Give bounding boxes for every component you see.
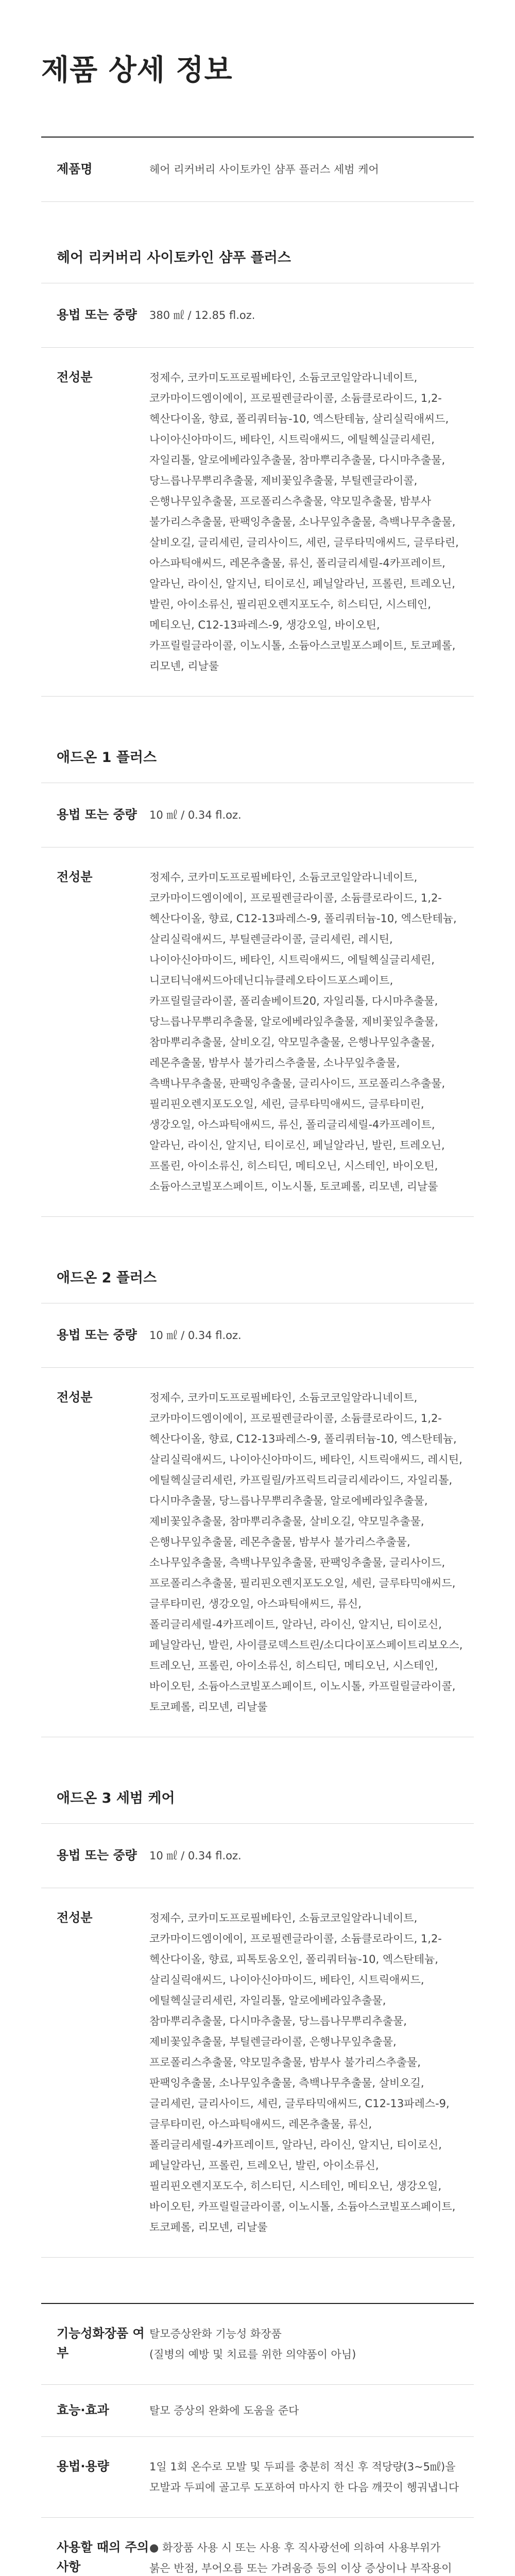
functional-value: [149, 2304, 474, 2384]
product-name-row: [41, 138, 474, 202]
volume-label: 용법 또는 중량: [57, 1848, 137, 1862]
volume-label: 용법 또는 중량: [57, 1328, 137, 1342]
section-heading: 애드온 1 플러스: [41, 697, 474, 783]
ingredients-value: 정제수, 코카미도프로필베타인, 소듐코코일알라니네이트, 코카마이드엠이에이, 프로필렌글라이콜, 소듐클로라이드, 1,2-헥산다이올, 향료, C12-13파레스-9, 폴리쿼터늄-10, 엑스탄테늄, 살리실릭애씨드, 나이아신아마이드, 베타인, 시트릭애씨드, 레시틴, 에틸헥실글리세린, 카프릴릴/카프릭트리글리세라이드, 자일리톨, 다시마추출물, 당느릅나무뿌리추출물, 알로에베라잎추출물, 제비꽃잎추출물, 참마뿌리추출물, 살비오길, 약모밀추출물, 은행나무잎추출물, 레몬추출물, 밤부사 불가리스추출물, 소나무잎추출물, 측백나무잎추출물, 판팩잉추출물, 글리사이드, 프로폴리스추출물, 필리핀오렌지포도오일, 세린, 글루타믹애씨드, 글루타미린, 생강오일, 아스파틱애씨드, 류신, 폴리글리세릴-4카프레이트, 알라닌, 라이신, 알지닌, 티이로신, 페닐알라닌, 발린, 사이클로덱스트린/소디다이포스페이트리보오스, 트레오닌, 프롤린, 아이소류신, 히스티딘, 메티오닌, 시스테인, 바이오틴, 소듐아스코빌포스페이트, 이노시톨, 카프릴릴글라이콜, 토코페롤, 리모넨, 리날룰: [149, 1392, 463, 1713]
volume-label: 용법 또는 중량: [57, 807, 137, 822]
usage-value: 1일 1회 온수로 모발 및 두피를 충분히 적신 후 적당량(3~5㎖)을 모발과 두피에 골고루 도포하여 마사지 한 다음 깨끗이 헹궈냅니다: [149, 2461, 459, 2494]
ingredients-label: 전성분: [57, 1910, 93, 1925]
volume-value: 10 ㎖ / 0.34 fl.oz.: [149, 809, 242, 821]
volume-row: [41, 1303, 474, 1368]
ingredients-label: 전성분: [57, 370, 93, 384]
ingredients-value: 정제수, 코카미도프로필베타인, 소듐코코일알라니네이트, 코카마이드엠이에이, 프로필렌글라이콜, 소듐클로라이드, 1,2-헥산다이올, 향료, 폴리쿼터늄-10, 엑스탄테늄, 살리실릭애씨드, 나이아신아마이드, 베타인, 시트릭애씨드, 에틸헥실글리세린, 자일리톨, 알로에베라잎추출물, 참마뿌리추출물, 다시마추출물, 당느릅나무뿌리추출물, 제비꽃잎추출물, 부틸렌글라이콜, 은행나무잎추출물, 프로폴리스추출물, 약모밀추출물, 밤부사 불가리스추출물, 판팩잉추출물, 소나무잎추출물, 측백나무추출물, 살비오길, 글리세린, 글리사이드, 세린, 글루타믹애씨드, 글루타린, 아스파틱애씨드, 레몬추출물, 류신, 폴리글리세릴-4카프레이트, 알라닌, 라이신, 알지닌, 티이로신, 페닐알라닌, 프롤린, 트레오닌, 발린, 아이소류신, 필리핀오렌지포도수, 히스티딘, 시스테인, 메티오닌, C12-13파레스-9, 생강오일, 바이오틴, 카프릴릴글라이콜, 이노시톨, 소듐아스코빌포스페이트, 토코페롤, 리모넨, 리날룰: [149, 371, 459, 672]
cautions-label: 사용할 때의 주의사항: [57, 2540, 149, 2574]
efficacy-row: [41, 2385, 474, 2437]
volume-row: [41, 1824, 474, 1888]
ingredients-row: [41, 1368, 474, 1737]
functional-line: 탈모증상완화 기능성 화장품: [149, 2328, 282, 2340]
volume-value: 10 ㎖ / 0.34 fl.oz.: [149, 1850, 242, 1862]
ingredients-label: 전성분: [57, 1390, 93, 1404]
product-name-value: 헤어 리커버리 사이토카인 샴푸 플러스 세범 케어: [149, 163, 379, 176]
volume-value: 380 ㎖ / 12.85 fl.oz.: [149, 309, 255, 321]
ingredients-row: [41, 348, 474, 697]
ingredients-label: 전성분: [57, 870, 93, 884]
page-title: 제품 상세 정보: [41, 54, 233, 87]
functional-line: (질병의 예방 및 치료를 위한 의약품이 아님): [149, 2348, 356, 2361]
usage-label: 용법·용량: [57, 2459, 109, 2473]
efficacy-label: 효능·효과: [57, 2403, 109, 2417]
volume-label: 용법 또는 중량: [57, 308, 137, 322]
caution-item: ● 화장품 사용 시 또는 사용 후 직사광선에 의하여 사용부위가 붉은 반점, 부어오름 또는 가려움증 등의 이상 증상이나 부작용이: [149, 2541, 452, 2574]
volume-row: [41, 783, 474, 848]
section-heading: 애드온 3 세범 케어: [41, 1737, 474, 1824]
product-name-label: 제품명: [57, 162, 93, 176]
volume-row: [41, 283, 474, 348]
efficacy-value: 탈모 증상의 완화에 도움을 준다: [149, 2404, 299, 2417]
usage-row: [41, 2437, 474, 2518]
cautions-value: [149, 2518, 474, 2576]
cautions-row: [41, 2518, 474, 2576]
functional-row: [41, 2304, 474, 2385]
cautions-list: [149, 2537, 464, 2576]
volume-value: 10 ㎖ / 0.34 fl.oz.: [149, 1329, 242, 1342]
spacer: [0, 2258, 515, 2303]
functional-label: 기능성화장품 여부: [57, 2326, 145, 2360]
section-heading: 헤어 리커버리 사이토카인 샴푸 플러스: [41, 202, 474, 283]
ingredients-row: [41, 848, 474, 1217]
ingredients-value: 정제수, 코카미도프로필베타인, 소듐코코일알라니네이트, 코카마이드엠이에이, 프로필렌글라이콜, 소듐클로라이드, 1,2-헥산다이올, 향료, 피톡토움오인, 폴리쿼터늄-10, 엑스탄테늄, 살리실릭애씨드, 나이아신아마이드, 베타인, 시트릭애씨드, 에틸헥실글리세린, 자일리톨, 알로에베라잎추출물, 참마뿌리추출물, 다시마추출물, 당느릅나무뿌리추출물, 제비꽃잎추출물, 부틸렌글라이콜, 은행나무잎추출물, 프로폴리스추출물, 약모밀추출물, 밤부사 불가리스추출물, 판팩잉추출물, 소나무잎추출물, 측백나무추출물, 살비오길, 글리세린, 글리사이드, 세린, 글루타믹애씨드, C12-13파레스-9, 글루타미린, 아스파틱애씨드, 레몬추출물, 류신, 폴리글리세릴-4카프레이트, 알라닌, 라이신, 알지닌, 티이로신, 페닐알라닌, 프롤린, 트레오닌, 발린, 아이소류신, 필리핀오렌지포도수, 히스티딘, 시스테인, 메티오닌, 생강오일, 바이오틴, 카프릴릴글라이콜, 이노시톨, 소듐아스코빌포스페이트, 토코페롤, 리모넨, 리날룰: [149, 1912, 456, 2233]
ingredients-row: [41, 1888, 474, 2258]
section-heading: 애드온 2 플러스: [41, 1217, 474, 1303]
ingredients-value: 정제수, 코카미도프로필베타인, 소듐코코일알라니네이트, 코카마이드엠이에이, 프로필렌글라이콜, 소듐클로라이드, 1,2-헥산다이올, 향료, C12-13파레스-9, 폴리쿼터늄-10, 엑스탄테늄, 살리실릭애씨드, 부틸렌글라이콜, 글리세린, 레시틴, 나이아신아마이드, 베타인, 시트릭애씨드, 에틸헥실글리세린, 니코티닉애씨드아데닌디뉴클레오타이드포스페이트, 카프릴릴글라이콜, 폴리솔베이트20, 자일리톨, 다시마추출물, 당느릅나무뿌리추출물, 알로에베라잎추출물, 제비꽃잎추출물, 참마뿌리추출물, 살비오길, 약모밀추출물, 은행나무잎추출물, 레몬추출물, 밤부사 불가리스추출물, 소나무잎추출물, 측백나무추출물, 판팩잉추출물, 글리사이드, 프로폴리스추출물, 필리핀오렌지포도오일, 세린, 글루타믹애씨드, 글루타미린, 생강오일, 아스파틱애씨드, 류신, 폴리글리세릴-4카프레이트, 알라닌, 라이신, 알지닌, 티이로신, 페닐알라닌, 발린, 트레오닌, 프롤린, 아이소류신, 히스티딘, 메티오닌, 시스테인, 바이오틴, 소듐아스코빌포스페이트, 이노시톨, 토코페롤, 리모넨, 리날룰: [149, 871, 457, 1193]
